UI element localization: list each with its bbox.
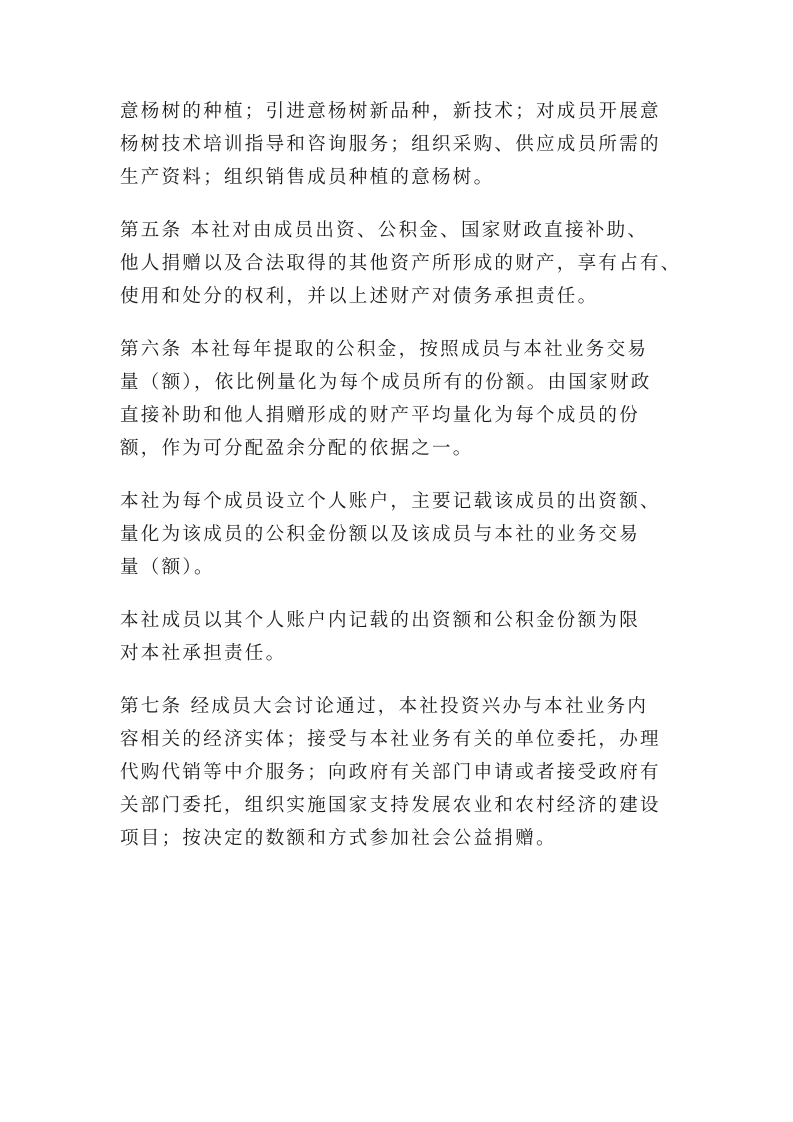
text-line: 量（额），依比例量化为每个成员所有的份额。由国家财政 xyxy=(120,372,652,393)
text-line: 第六条 本社每年提取的公积金，按照成员与本社业务交易 xyxy=(120,339,649,360)
document-body xyxy=(120,95,680,855)
text-line: 代购代销等中介服务；向政府有关部门申请或者接受政府有 xyxy=(120,762,661,783)
text-line: 第五条 本社对由成员出资、公积金、国家财政直接补助、 xyxy=(120,220,649,241)
paragraph-article-5 xyxy=(120,214,680,313)
text-line: 关部门委托，组织实施国家支持发展农业和农村经济的建设 xyxy=(120,795,661,816)
text-line: 杨树技术培训指导和咨询服务；组织采购、供应成员所需的 xyxy=(120,134,661,155)
text-line: 对本社承担责任。 xyxy=(120,643,287,664)
text-line: 他人捐赠以及合法取得的其他资产所形成的财产，享有占有、 xyxy=(120,253,682,274)
text-line: 使用和处分的权利，并以上述财产对债务承担责任。 xyxy=(120,286,599,307)
text-line: 量化为该成员的公积金份额以及该成员与本社的业务交易 xyxy=(120,524,641,545)
text-line: 项目；按决定的数额和方式参加社会公益捐赠。 xyxy=(120,828,557,849)
paragraph-member-liability xyxy=(120,604,680,670)
text-line: 本社成员以其个人账户内记载的出资额和公积金份额为限 xyxy=(120,610,641,631)
paragraph-article-7 xyxy=(120,690,680,855)
paragraph-member-accounts xyxy=(120,485,680,584)
paragraph-business-scope xyxy=(120,95,680,194)
text-line: 本社为每个成员设立个人账户，主要记载该成员的出资额、 xyxy=(120,491,661,512)
text-line: 生产资料；组织销售成员种植的意杨树。 xyxy=(120,167,495,188)
text-line: 第七条 经成员大会讨论通过，本社投资兴办与本社业务内 xyxy=(120,696,649,717)
text-line: 直接补助和他人捐赠形成的财产平均量化为每个成员的份 xyxy=(120,405,641,426)
text-line: 额，作为可分配盈余分配的依据之一。 xyxy=(120,438,474,459)
text-line: 容相关的经济实体；接受与本社业务有关的单位委托，办理 xyxy=(120,729,661,750)
text-line: 量（额）。 xyxy=(120,557,215,578)
paragraph-article-6 xyxy=(120,333,680,465)
text-line: 意杨树的种植；引进意杨树新品种，新技术；对成员开展意 xyxy=(120,101,661,122)
